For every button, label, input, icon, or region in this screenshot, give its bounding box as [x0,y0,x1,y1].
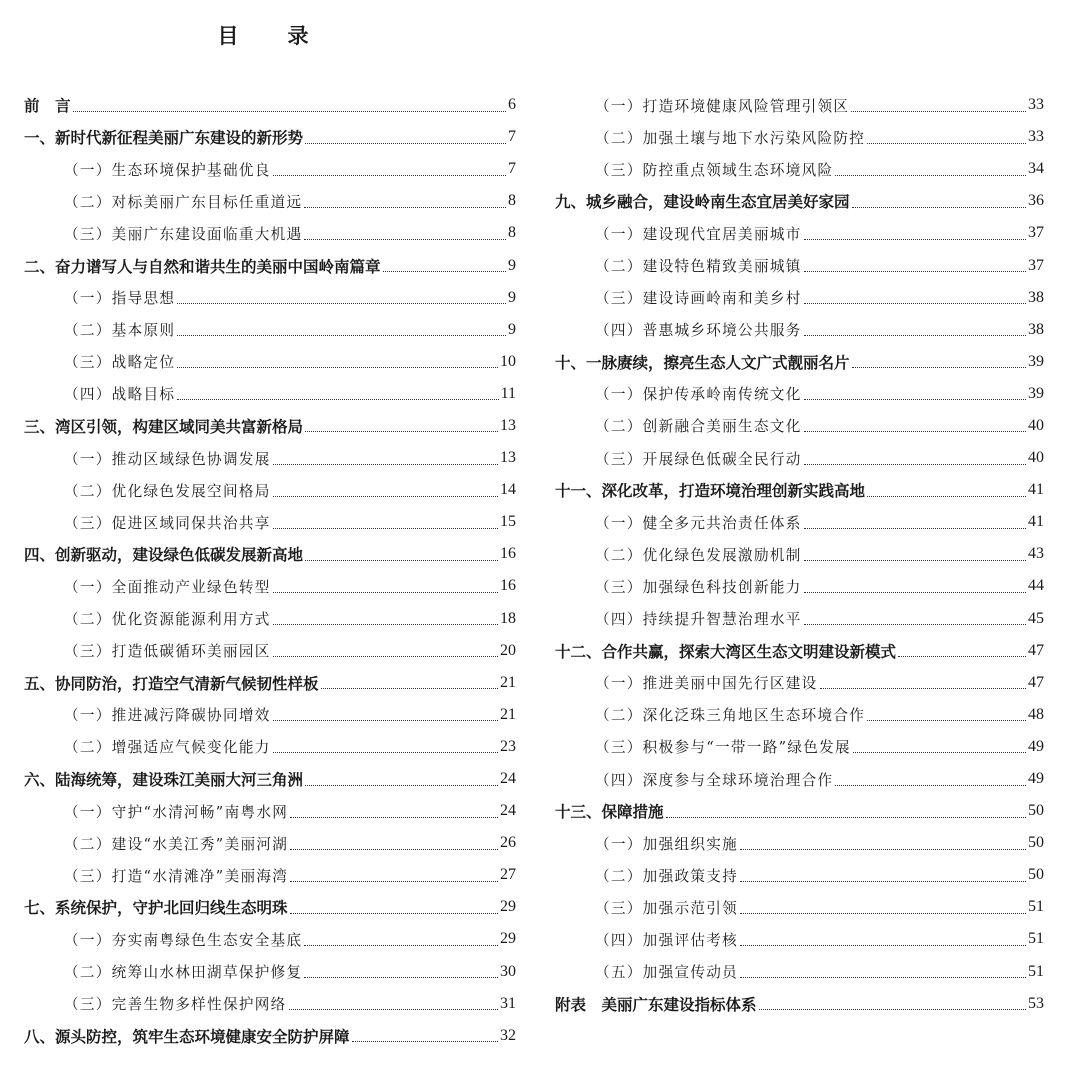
dot-leader [804,335,1026,336]
toc-entry-label: （二）深化泛珠三角地区生态环境合作 [595,707,866,725]
dot-leader [804,271,1026,272]
toc-page-number: 39 [1028,384,1044,402]
toc-entry-label: （一）保护传承岭南传统文化 [595,386,802,404]
toc-entry-label: （三）加强示范引领 [595,899,739,917]
toc-section-entry[interactable] [555,763,1044,795]
toc-section-entry[interactable] [24,282,516,314]
toc-page-number: 45 [1028,609,1044,627]
toc-page-number: 41 [1028,513,1044,531]
dot-leader [740,913,1026,914]
toc-page-number: 33 [1028,96,1044,114]
toc-entry-label: 六、陆海统筹，建设珠江美丽大河三角洲 [24,771,304,790]
toc-chapter-entry[interactable] [555,474,1044,506]
toc-entry-label: （一）生态环境保护基础优良 [64,161,271,179]
dot-leader [740,977,1026,978]
toc-page-number: 39 [1028,352,1044,370]
dot-leader [898,656,1026,657]
toc-entry-label: （三）促进区域同保共治共享 [64,514,271,532]
toc-entry-label: 前 言 [24,97,71,116]
toc-entry-label: （二）加强政策支持 [595,867,739,885]
toc-page-number: 47 [1028,673,1044,691]
dot-leader [305,785,498,786]
toc-entry-label: （三）打造低碳循环美丽园区 [64,643,271,661]
toc-section-entry[interactable] [555,827,1044,859]
toc-page-number: 11 [500,384,516,402]
dot-leader [804,399,1026,400]
toc-section-entry[interactable] [24,153,516,185]
dot-leader [290,881,498,882]
toc-page-number: 7 [508,160,516,178]
dot-leader [290,849,498,850]
toc-entry-label: （二）对标美丽广东目标任重道远 [64,193,303,211]
toc-chapter-entry[interactable] [555,988,1044,1020]
toc-entry-label: （一）全面推动产业绿色转型 [64,578,271,596]
toc-page-number: 31 [500,994,516,1012]
toc-section-entry[interactable] [555,923,1044,955]
toc-page-number: 29 [500,930,516,948]
toc-entry-label: （三）开展绿色低碳全民行动 [595,450,802,468]
toc-page-number: 36 [1028,192,1044,210]
dot-leader [835,175,1026,176]
toc-page-number: 10 [500,352,516,370]
toc-page-number: 16 [500,545,516,563]
dot-leader [740,945,1026,946]
dot-leader [304,945,498,946]
toc-entry-label: （三）美丽广东建设面临重大机遇 [64,225,303,243]
dot-leader [740,881,1026,882]
toc-page-number: 6 [508,96,516,114]
toc-entry-label: （一）推进减污降碳协同增效 [64,707,271,725]
toc-entry-label: 一、新时代新征程美丽广东建设的新形势 [24,129,304,148]
toc-page-number: 40 [1028,416,1044,434]
dot-leader [273,752,498,753]
toc-page-number: 53 [1028,994,1044,1012]
toc-entry-label: （二）优化绿色发展激励机制 [595,546,802,564]
dot-leader [804,303,1026,304]
toc-chapter-entry[interactable] [555,635,1044,667]
toc-right-column [555,89,1044,1020]
toc-entry-label: （四）持续提升智慧治理水平 [595,611,802,629]
dot-leader [273,656,498,657]
toc-section-entry[interactable] [555,314,1044,346]
toc-chapter-entry[interactable] [555,185,1044,217]
toc-page-number: 24 [500,802,516,820]
toc-entry-label: （二）建设“水美江秀”美丽河湖 [64,835,289,853]
dot-leader [804,624,1026,625]
toc-section-entry[interactable] [555,217,1044,249]
toc-chapter-entry[interactable] [24,891,516,923]
dot-leader [852,207,1026,208]
dot-leader [177,303,506,304]
dot-leader [304,239,506,240]
dot-leader [835,785,1026,786]
toc-section-entry[interactable] [555,699,1044,731]
toc-page-number: 32 [500,1026,516,1044]
toc-page-number: 24 [500,770,516,788]
dot-leader [852,367,1026,368]
toc-page-number: 50 [1028,834,1044,852]
toc-page-number: 49 [1028,770,1044,788]
dot-leader [321,688,498,689]
toc-section-entry[interactable] [555,506,1044,538]
toc-section-entry[interactable] [555,153,1044,185]
dot-leader [304,977,498,978]
toc-page-number: 9 [508,288,516,306]
toc-page-number: 30 [500,962,516,980]
toc-page-number: 29 [500,898,516,916]
toc-section-entry[interactable] [555,859,1044,891]
toc-section-entry[interactable] [24,635,516,667]
dot-leader [273,720,498,721]
toc-chapter-entry[interactable] [555,795,1044,827]
toc-chapter-entry[interactable] [555,346,1044,378]
toc-section-entry[interactable] [555,378,1044,410]
toc-entry-label: （四）战略目标 [64,386,176,404]
toc-entry-label: 二、奋力谱写人与自然和谐共生的美丽中国岭南篇章 [24,257,381,276]
toc-entry-label: 四、创新驱动，建设绿色低碳发展新高地 [24,546,304,565]
toc-page-number: 48 [1028,705,1044,723]
toc-page-number: 15 [500,513,516,531]
toc-page-number: 49 [1028,737,1044,755]
toc-entry-label: （五）加强宣传动员 [595,964,739,982]
toc-entry-label: 十一、深化改革，打造环境治理创新实践高地 [555,482,866,501]
dot-leader [352,1041,498,1042]
toc-chapter-entry[interactable] [24,121,516,153]
toc-entry-label: （一）加强组织实施 [595,835,739,853]
toc-page-number: 21 [500,705,516,723]
dot-leader [273,464,498,465]
toc-entry-label: （一）推动区域绿色协调发展 [64,450,271,468]
toc-section-entry[interactable] [555,891,1044,923]
dot-leader [177,399,498,400]
dot-leader [804,464,1026,465]
toc-entry-label: （二）建设特色精致美丽城镇 [595,258,802,276]
toc-section-entry[interactable] [555,731,1044,763]
toc-page-number: 16 [500,577,516,595]
dot-leader [73,111,506,112]
toc-entry-label: （二）加强土壤与地下水污染风险防控 [595,129,866,147]
toc-entry-label: （三）打造“水清滩净”美丽海湾 [64,867,289,885]
toc-left-column [24,89,516,1052]
toc-chapter-entry[interactable] [24,410,516,442]
toc-section-entry[interactable] [24,923,516,955]
toc-page-number: 43 [1028,545,1044,563]
toc-entry-label: （一）守护“水清河畅”南粤水网 [64,803,289,821]
toc-section-entry[interactable] [24,442,516,474]
toc-title: 目 录 [217,23,323,48]
toc-page-number: 50 [1028,802,1044,820]
toc-chapter-entry[interactable] [24,538,516,570]
toc-entry-label: 十、一脉赓续，擦亮生态人文广式靓丽名片 [555,353,850,372]
toc-entry-label: 十三、保障措施 [555,803,664,822]
dot-leader [273,592,498,593]
toc-chapter-entry[interactable] [24,667,516,699]
dot-leader [383,271,506,272]
toc-entry-label: （四）深度参与全球环境治理合作 [595,771,834,789]
toc-page-number: 26 [500,834,516,852]
toc-entry-label: 八、源头防控，筑牢生态环境健康安全防护屏障 [24,1027,350,1046]
toc-chapter-entry[interactable] [24,763,516,795]
dot-leader [820,688,1026,689]
dot-leader [273,496,498,497]
toc-page-number: 34 [1028,160,1044,178]
toc-entry-label: （三）战略定位 [64,354,176,372]
toc-entry-label: （二）增强适应气候变化能力 [64,739,271,757]
toc-section-entry[interactable] [555,538,1044,570]
toc-page-number: 18 [500,609,516,627]
dot-leader [177,335,506,336]
toc-page-number: 27 [500,866,516,884]
dot-leader [666,817,1026,818]
toc-page-number: 41 [1028,481,1044,499]
toc-section-entry[interactable] [24,699,516,731]
dot-leader [851,111,1026,112]
dot-leader [273,175,506,176]
toc-page-number: 21 [500,673,516,691]
toc-entry-label: 十二、合作共赢，探索大湾区生态文明建设新模式 [555,642,897,661]
toc-entry-label: （四）加强评估考核 [595,931,739,949]
toc-chapter-entry[interactable] [24,1020,516,1052]
toc-section-entry[interactable] [555,282,1044,314]
toc-entry-label: 附表 美丽广东建设指标体系 [555,995,757,1014]
dot-leader [304,207,506,208]
toc-page-number: 51 [1028,898,1044,916]
toc-section-entry[interactable] [555,667,1044,699]
toc-section-entry[interactable] [24,185,516,217]
toc-page-number: 9 [508,256,516,274]
toc-section-entry[interactable] [555,956,1044,988]
toc-entry-label: （三）完善生物多样性保护网络 [64,996,287,1014]
dot-leader [804,592,1026,593]
dot-leader [289,1009,498,1010]
dot-leader [740,849,1026,850]
toc-entry-label: （一）指导思想 [64,290,176,308]
toc-entry-label: （三）积极参与“一带一路”绿色发展 [595,739,851,757]
toc-section-entry[interactable] [24,217,516,249]
toc-entry-label: （一）打造环境健康风险管理引领区 [595,97,850,115]
toc-section-entry[interactable] [24,570,516,602]
dot-leader [305,560,498,561]
dot-leader [867,496,1026,497]
toc-entry-label: （一）健全多元共治责任体系 [595,514,802,532]
toc-section-entry[interactable] [24,988,516,1020]
toc-section-entry[interactable] [24,731,516,763]
toc-section-entry[interactable] [555,442,1044,474]
toc-page-number: 38 [1028,320,1044,338]
dot-leader [853,752,1026,753]
toc-page-number: 20 [500,641,516,659]
dot-leader [273,528,498,529]
toc-entry-label: （一）建设现代宜居美丽城市 [595,225,802,243]
toc-entry-label: （三）建设诗画岭南和美乡村 [595,290,802,308]
toc-section-entry[interactable] [24,859,516,891]
toc-page-number: 13 [500,416,516,434]
toc-entry-label: （三）防控重点领域生态环境风险 [595,161,834,179]
toc-page-number: 9 [508,320,516,338]
toc-entry-label: 五、协同防治，打造空气清新气候韧性样板 [24,674,319,693]
dot-leader [290,913,498,914]
toc-chapter-entry[interactable] [24,249,516,281]
toc-entry-label: （二）创新融合美丽生态文化 [595,418,802,436]
toc-page-number: 7 [508,128,516,146]
dot-leader [305,143,506,144]
toc-section-entry[interactable] [555,410,1044,442]
toc-entry-label: （三）加强绿色科技创新能力 [595,578,802,596]
toc-page-number: 37 [1028,224,1044,242]
toc-page-number: 8 [508,192,516,210]
toc-section-entry[interactable] [555,121,1044,153]
toc-page-number: 51 [1028,930,1044,948]
toc-entry-label: （二）优化资源能源利用方式 [64,611,271,629]
toc-page-number: 50 [1028,866,1044,884]
toc-entry-label: 九、城乡融合，建设岭南生态宜居美好家园 [555,193,850,212]
dot-leader [305,431,498,432]
dot-leader [290,817,498,818]
toc-section-entry[interactable] [24,506,516,538]
toc-section-entry[interactable] [24,314,516,346]
toc-entry-label: （二）统筹山水林田湖草保护修复 [64,964,303,982]
toc-section-entry[interactable] [24,795,516,827]
toc-page-number: 40 [1028,449,1044,467]
dot-leader [804,560,1026,561]
toc-entry-label: （二）优化绿色发展空间格局 [64,482,271,500]
toc-entry-label: 七、系统保护，守护北回归线生态明珠 [24,899,288,918]
toc-chapter-entry[interactable] [24,89,516,121]
dot-leader [867,143,1026,144]
toc-section-entry[interactable] [24,603,516,635]
toc-page-number: 33 [1028,128,1044,146]
toc-section-entry[interactable] [555,249,1044,281]
toc-section-entry[interactable] [24,474,516,506]
toc-section-entry[interactable] [555,89,1044,121]
toc-page-number: 44 [1028,577,1044,595]
dot-leader [867,720,1026,721]
toc-section-entry[interactable] [555,570,1044,602]
toc-page-number: 23 [500,737,516,755]
toc-entry-label: （二）基本原则 [64,322,176,340]
toc-entry-label: （四）普惠城乡环境公共服务 [595,322,802,340]
dot-leader [804,528,1026,529]
toc-page-number: 47 [1028,641,1044,659]
toc-page-number: 14 [500,481,516,499]
toc-page-number: 37 [1028,256,1044,274]
toc-page-number: 38 [1028,288,1044,306]
toc-page-number: 51 [1028,962,1044,980]
toc-entry-label: （一）夯实南粤绿色生态安全基底 [64,931,303,949]
dot-leader [759,1009,1026,1010]
toc-page-number: 8 [508,224,516,242]
toc-page-number: 13 [500,449,516,467]
dot-leader [273,624,498,625]
toc-section-entry[interactable] [555,603,1044,635]
toc-section-entry[interactable] [24,346,516,378]
dot-leader [804,239,1026,240]
toc-section-entry[interactable] [24,956,516,988]
toc-section-entry[interactable] [24,827,516,859]
dot-leader [177,367,498,368]
toc-entry-label: 三、湾区引领，构建区域同美共富新格局 [24,417,304,436]
dot-leader [804,431,1026,432]
toc-section-entry[interactable] [24,378,516,410]
toc-entry-label: （一）推进美丽中国先行区建设 [595,675,818,693]
